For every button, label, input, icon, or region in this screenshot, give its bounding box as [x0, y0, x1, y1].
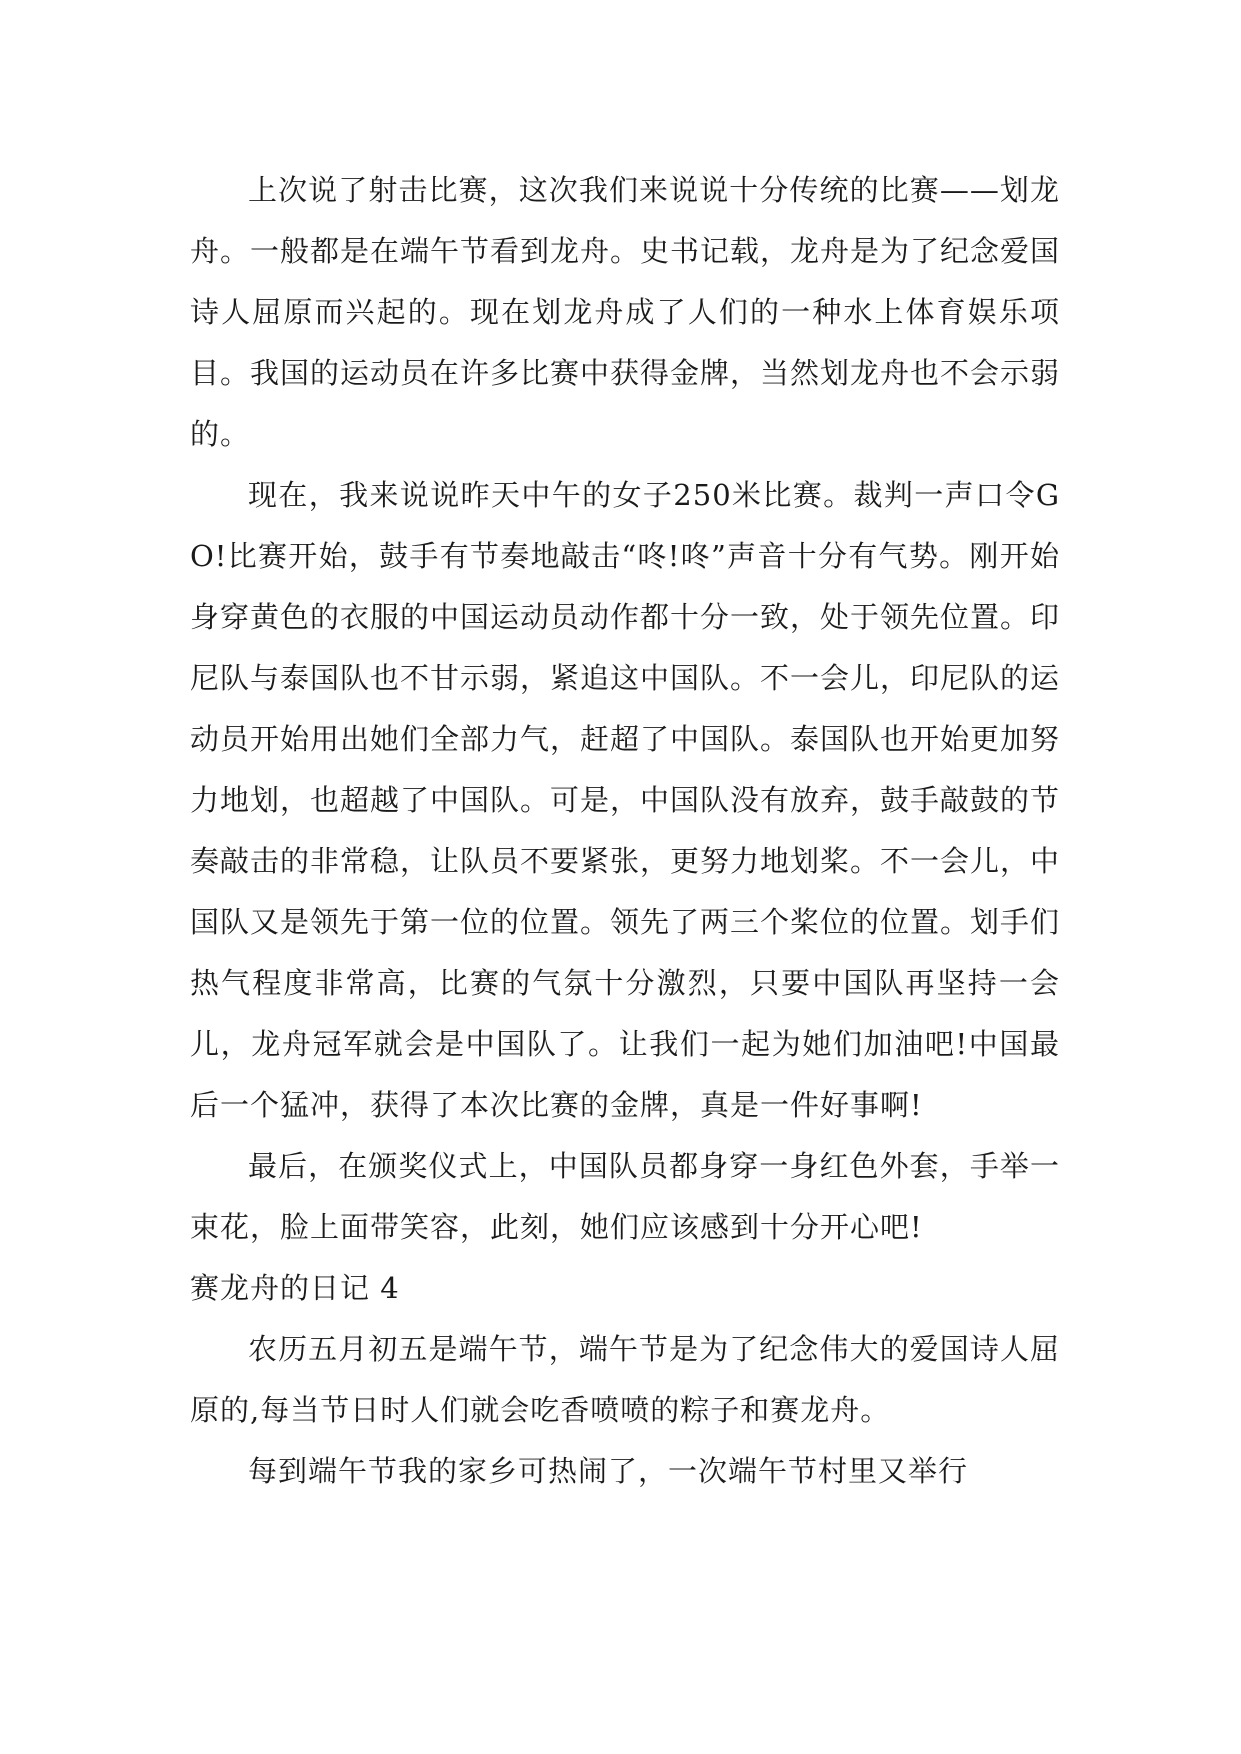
document-body [190, 160, 1060, 1502]
section-title: 赛龙舟的日记 4 [190, 1271, 400, 1305]
paragraph-dragon-boat-festival: 农历五月初五是端午节，端午节是为了纪念伟大的爱国诗人屈原的,每当节日时人们就会吃香喷喷的粽子和赛龙舟。 [190, 1332, 1060, 1427]
paragraph-women-250m-race: 现在，我来说说昨天中午的女子250米比赛。裁判一声口令GO!比赛开始，鼓手有节奏地敲击“咚!咚”声音十分有气势。刚开始身穿黄色的衣服的中国运动员动作都十分一致，处于领先位置。印尼队与泰国队也不甘示弱，紧追这中国队。不一会儿，印尼队的运动员开始用出她们全部力气，赶超了中国队。泰国队也开始更加努力地划，也超越了中国队。可是，中国队没有放弃，鼓手敲鼓的节奏敲击的非常稳，让队员不要紧张，更努力地划桨。不一会儿，中国队又是领先于第一位的位置。领先了两三个桨位的位置。划手们热气程度非常高，比赛的气氛十分激烈，只要中国队再坚持一会儿，龙舟冠军就会是中国队了。让我们一起为她们加油吧!中国最后一个猛冲，获得了本次比赛的金牌，真是一件好事啊! [190, 478, 1061, 1122]
paragraph-award-ceremony: 最后，在颁奖仪式上，中国队员都身穿一身红色外套，手举一束花，脸上面带笑容，此刻，她们应该感到十分开心吧! [190, 1149, 1060, 1244]
paragraph-hometown-festival: 每到端午节我的家乡可热闹了，一次端午节村里又举行 [248, 1454, 969, 1488]
paragraph-shooting-dragon-boat-intro: 上次说了射击比赛，这次我们来说说十分传统的比赛——划龙舟。一般都是在端午节看到龙舟。史书记载，龙舟是为了纪念爱国诗人屈原而兴起的。现在划龙舟成了人们的一种水上体育娱乐项目。我国的运动员在许多比赛中获得金牌，当然划龙舟也不会示弱的。 [190, 173, 1061, 451]
